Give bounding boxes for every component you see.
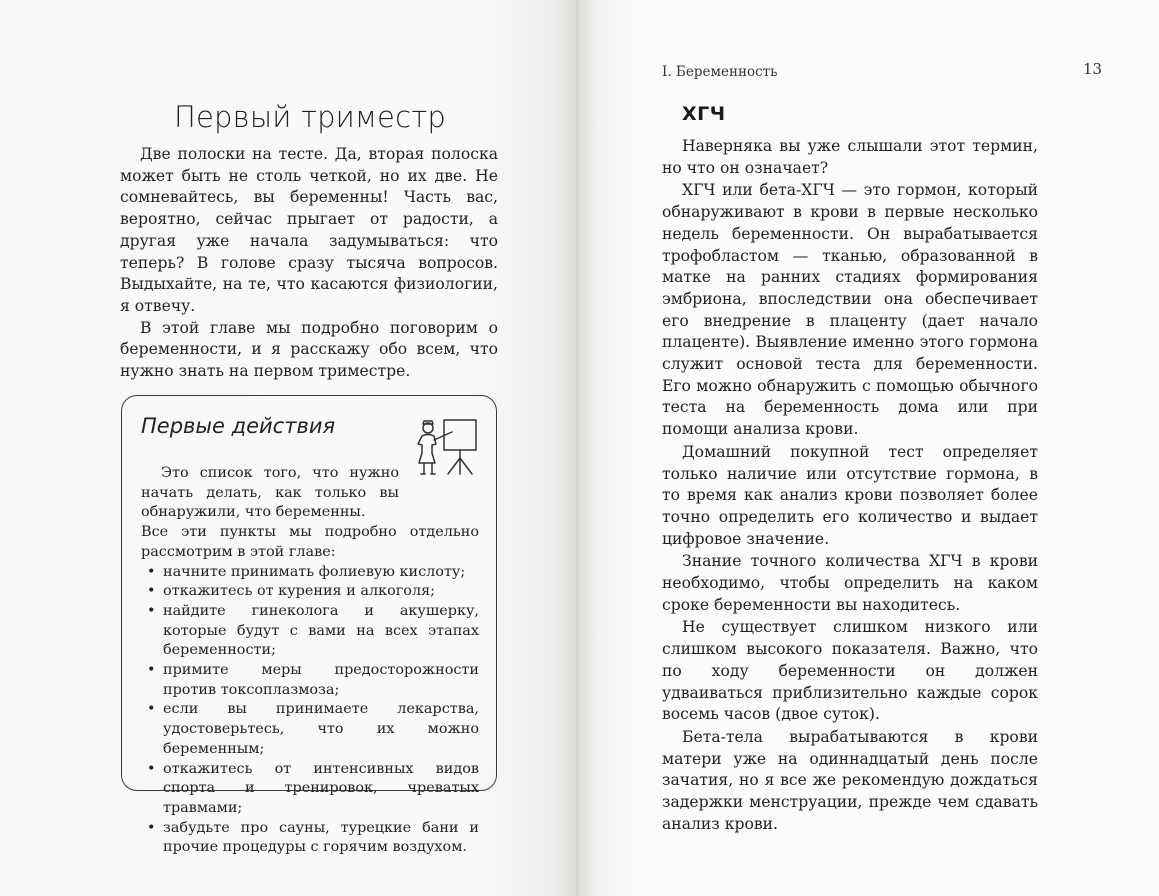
box-intro-rest: Все эти пункты мы подробно отдельно рассмотрим в этой главе: [141, 524, 479, 560]
right-paragraph-6: Бета-тела вырабатываются в крови матери уже на одиннадцатый день после зачатия, но я все же рекомендую дождаться задержки менструации, прежде чем сдавать анализ крови. [662, 727, 1038, 833]
right-paragraph-1: Наверняка вы уже слышали этот термин, но что он означает? [662, 137, 1038, 177]
list-item: • найдите гинеколога и акушерку, которые будут с вами на всех этапах беременности; [141, 602, 479, 661]
section-heading: ХГЧ [682, 103, 726, 125]
chapter-title: Первый триместр [174, 100, 446, 134]
left-body-text [120, 144, 498, 383]
right-paragraph-2: ХГЧ или бета-ХГЧ — это гормон, который обнаруживают в крови в первые несколько недель беременности. Он вырабатывается трофобластом — тканью, образованной в матке на ранних стадиях формирования эмбриона, впоследствии она обеспечивает его внедрение в плаценту (дает начало плаценте). Выявление именно этого гормона служит основой теста для беременности. Его можно обнаружить с помощью обычного теста на беременность дома или при помощи анализа крови. [662, 181, 1038, 439]
list-item: • откажитесь от курения и алкоголя; [141, 582, 479, 602]
right-paragraph-3: Домашний покупной тест определяет только наличие или отсутствие гормона, в то время как анализ крови позволяет более точно определить его количество и выдает цифровое значение. [662, 442, 1038, 548]
box-intro: Это список того, что нужно начать делать, как только вы обнаружили, что беременны. [141, 465, 399, 521]
page-number: 13 [1083, 60, 1103, 78]
list-item: • если вы принимаете лекарства, удостоверьтесь, что их можно беременным; [141, 700, 479, 759]
running-head: I. Беременность [662, 64, 778, 80]
list-item: • откажитесь от интенсивных видов спорта и тренировок, чреватых травмами; [141, 760, 479, 819]
left-page [0, 0, 578, 896]
list-item: • начните принимать фолиевую кислоту; [141, 563, 479, 583]
first-actions-list [141, 563, 479, 859]
list-item: • забудьте про сауны, турецкие бани и прочие процедуры с горячим воздухом. [141, 819, 479, 858]
left-paragraph-1: Две полоски на тесте. Да, вторая полоска может быть не столь четкой, но их две. Не сомневайтесь, вы беременны! Часть вас, вероятно, сейчас прыгает от радости, а другая уже начала задумываться: что теперь? В голове сразу тысяча вопросов. Выдыхайте, на те, что касаются физиологии, я отвечу. [120, 145, 498, 315]
left-paragraph-2: В этой главе мы подробно поговорим о беременности, и я расскажу обо всем, что нужно знать на первом триместре. [120, 318, 498, 381]
first-actions-box [121, 395, 497, 856]
box-text [141, 464, 479, 858]
right-body-text [662, 136, 1038, 837]
right-paragraph-5: Не существует слишком низкого или слишком высокого показателя. Важно, что по ходу беременности он должен удваиваться приблизительно каждые сорок восемь часов (двое суток). [662, 618, 1038, 724]
right-paragraph-4: Знание точного количества ХГЧ в крови необходимо, чтобы определить на каком сроке беременности вы находитесь. [662, 552, 1038, 614]
list-item: • примите меры предосторожности против токсоплазмоза; [141, 661, 479, 700]
box-heading: Первые действия [141, 414, 336, 438]
